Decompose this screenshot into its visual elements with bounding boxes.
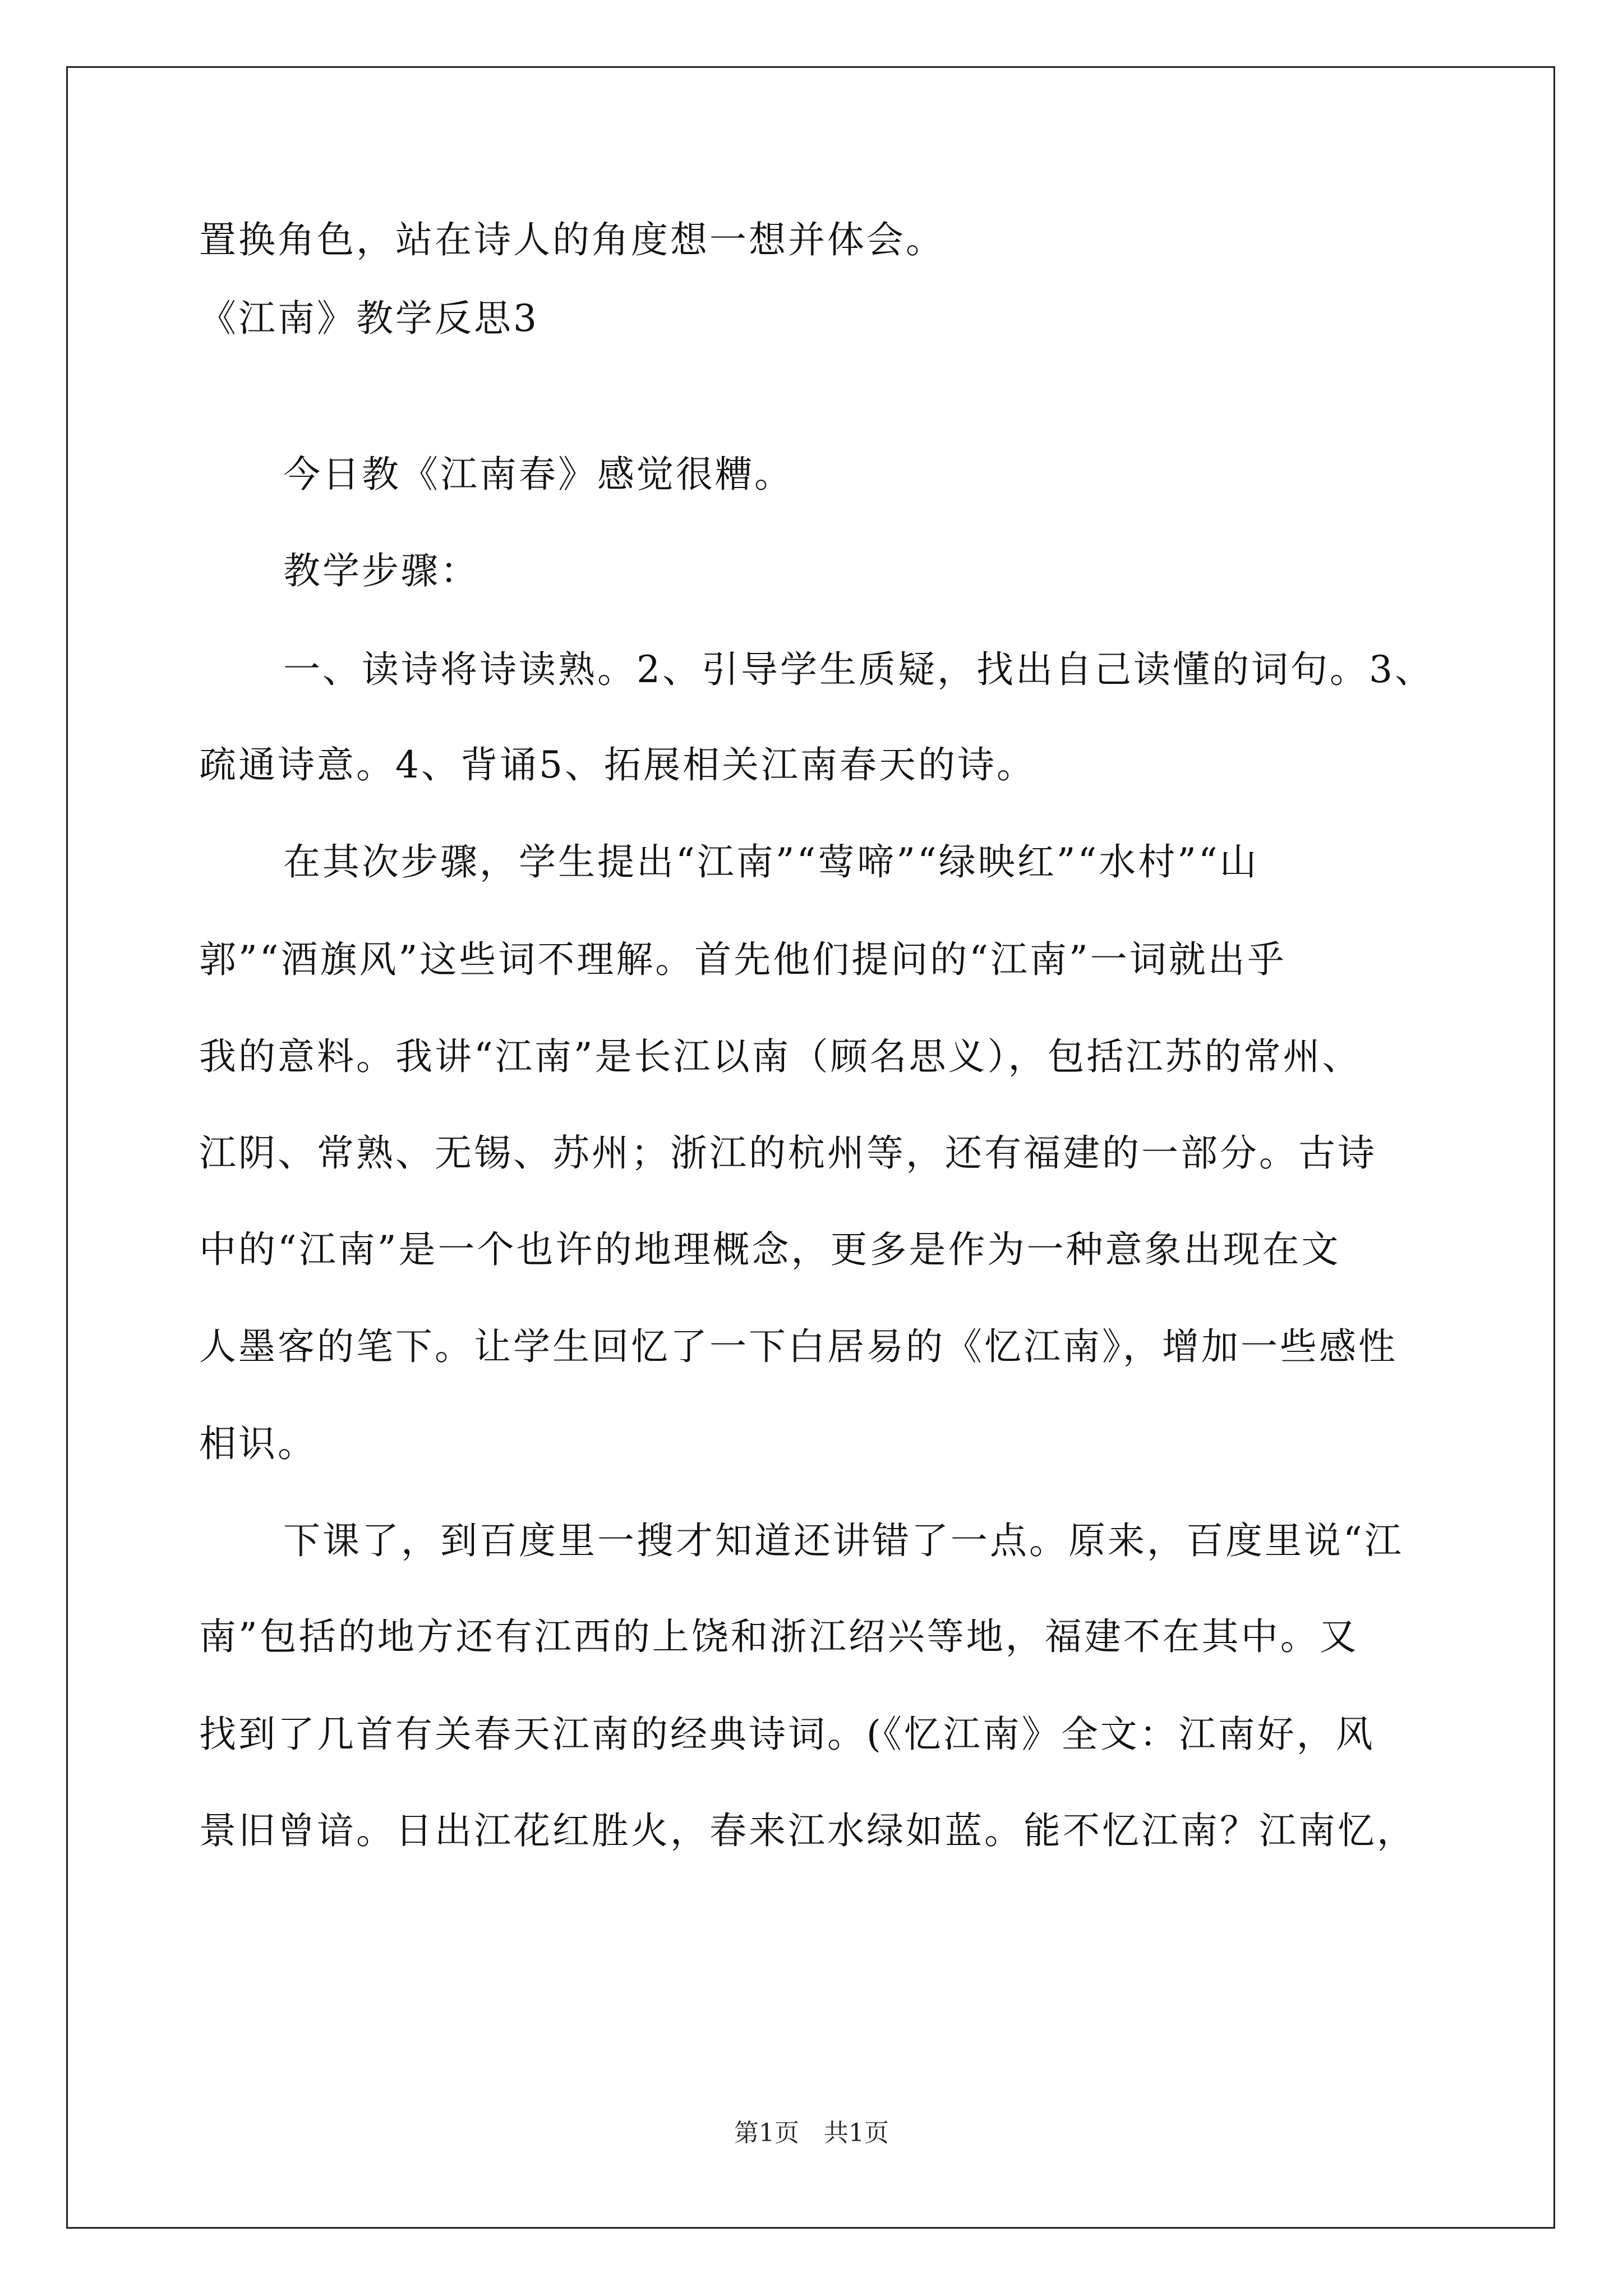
paragraph-line: 我的意料。我讲“江南”是长江以南（顾名思义），包括江苏的常州、 (199, 1035, 1362, 1078)
paragraph-line: 郭”“酒旗风”这些词不理解。首先他们提问的“江南”一词就出乎 (199, 938, 1287, 981)
page-number-footer: 第1页 共1页 (734, 2119, 889, 2147)
paragraph-line: 在其次步骤，学生提出“江南”“莺啼”“绿映红”“水村”“山 (283, 840, 1259, 884)
paragraph-line: 今日教《江南春》感觉很糟。 (283, 453, 794, 496)
paragraph-line: 教学步骤： (283, 549, 479, 592)
paragraph-line: 下课了，到百度里一搜才知道还讲错了一点。原来，百度里说“江 (283, 1519, 1404, 1562)
paragraph-line: 相识。 (199, 1422, 317, 1465)
paragraph-line: 中的“江南”是一个也许的地理概念，更多是作为一种意象出现在文 (199, 1228, 1341, 1271)
paragraph-line: 江阴、常熟、无锡、苏州；浙江的杭州等，还有福建的一部分。古诗 (199, 1131, 1377, 1175)
paragraph-line: 一、读诗将诗读熟。2、引导学生质疑，找出自己读懂的词句。3、 (283, 648, 1434, 691)
paragraph-line: 人墨客的笔下。让学生回忆了一下白居易的《忆江南》，增加一些感性 (199, 1325, 1398, 1368)
paragraph-line: 置换角色，站在诗人的角度想一想并体会。 (199, 218, 945, 261)
section-heading: 《江南》教学反思3 (199, 297, 539, 340)
paragraph-line: 南”包括的地方还有江西的上饶和浙江绍兴等地，福建不在其中。又 (199, 1615, 1359, 1658)
paragraph-line: 景旧曾谙。日出江花红胜火，春来江水绿如蓝。能不忆江南？江南忆， (199, 1809, 1416, 1852)
paragraph-line: 找到了几首有关春天江南的经典诗词。(《忆江南》全文：江南好，风 (199, 1713, 1375, 1756)
paragraph-line: 疏通诗意。4、背诵5、拓展相关江南春天的诗。 (199, 743, 1036, 786)
